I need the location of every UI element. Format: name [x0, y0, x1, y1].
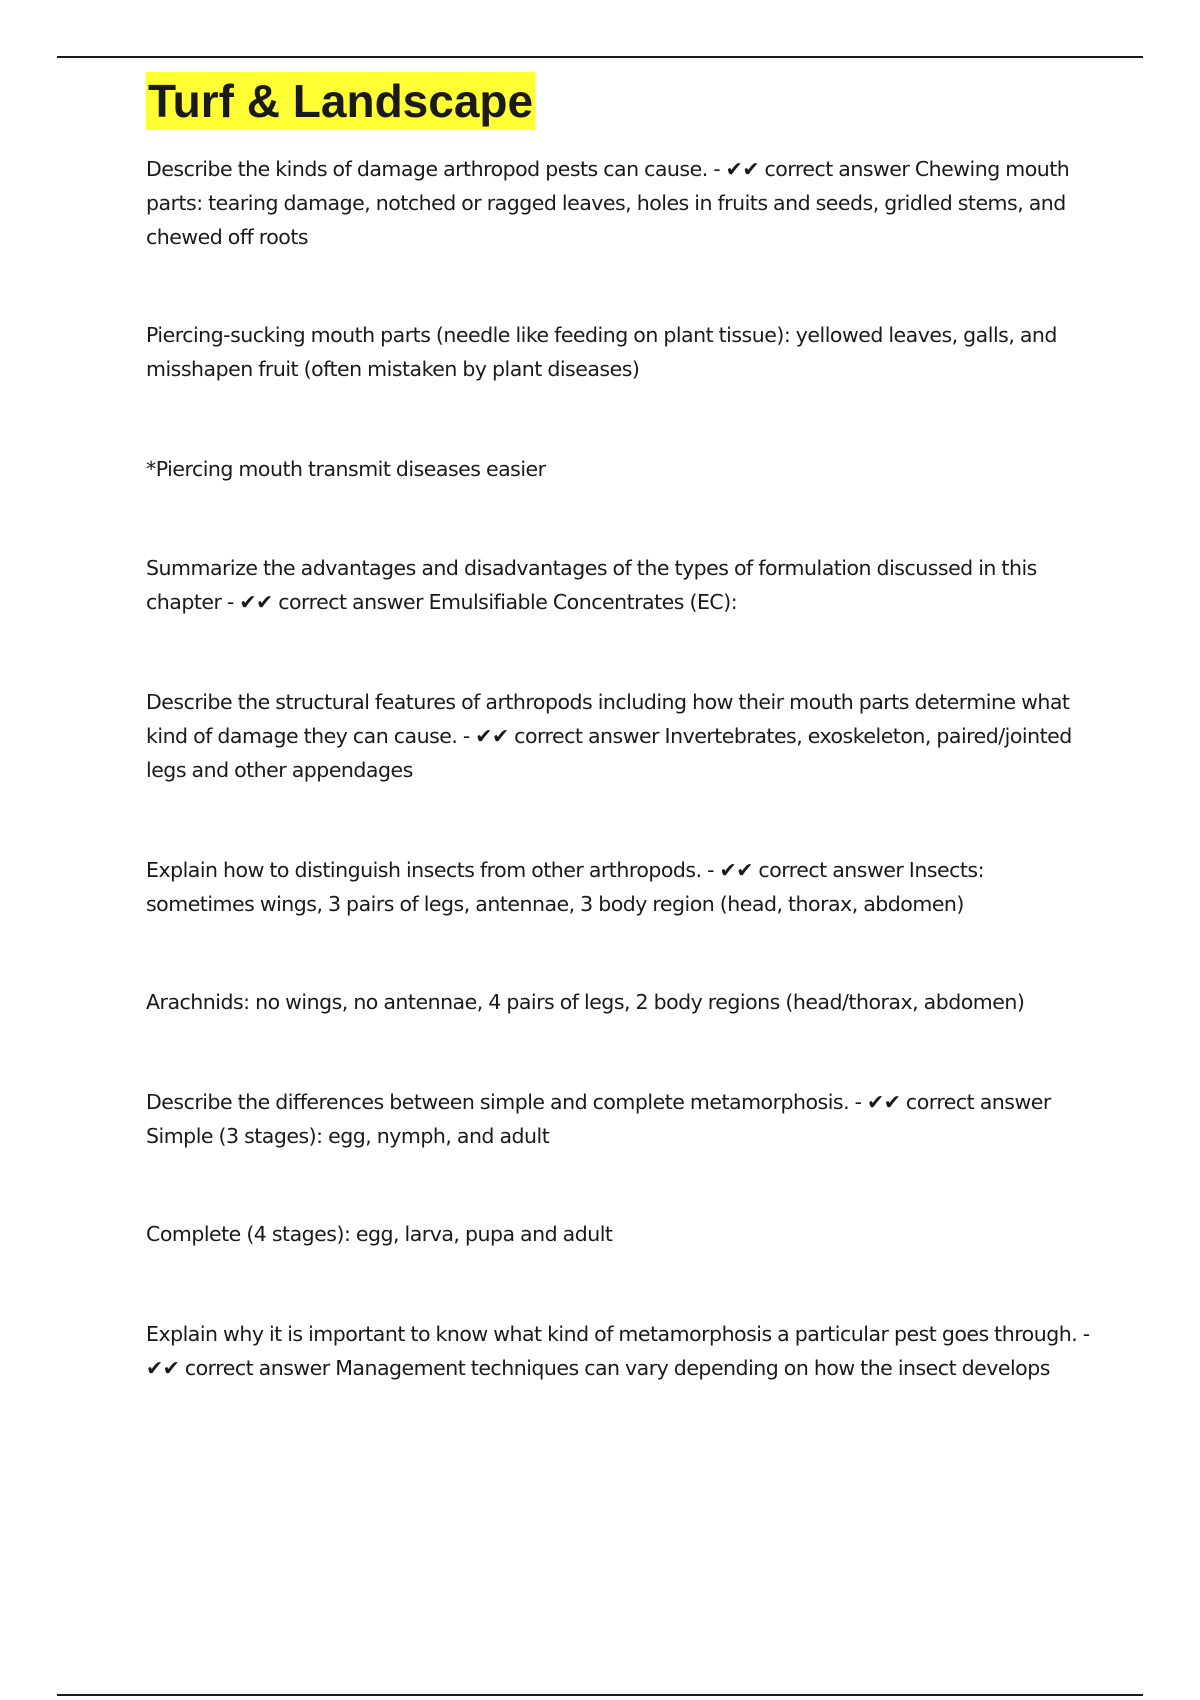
qa-list — [146, 152, 1096, 1385]
qa-paragraph-1: Describe the kinds of damage arthropod pests can cause. - ✔✔ correct answer Chewing mouth parts: tearing damage, notched or ragged leaves, holes in fruits and seeds, gridled stems, and chewed off roots — [146, 157, 1070, 249]
document-body — [146, 72, 1096, 1385]
document-title: Turf & Landscape — [146, 72, 535, 130]
qa-paragraph-5: Describe the structural features of arthropods including how their mouth parts determine what kind of damage they can cause. - ✔✔ correct answer Invertebrates, exoskeleton, paired/jointed legs and other appendages — [146, 690, 1072, 782]
bottom-rule — [57, 1694, 1143, 1696]
qa-paragraph-2: Piercing-sucking mouth parts (needle like feeding on plant tissue): yellowed leaves, galls, and misshapen fruit (often mistaken by plant diseases) — [146, 323, 1057, 381]
qa-paragraph-9: Complete (4 stages): egg, larva, pupa and adult — [146, 1222, 613, 1246]
qa-paragraph-7: Arachnids: no wings, no antennae, 4 pairs of legs, 2 body regions (head/thorax, abdomen) — [146, 990, 1025, 1014]
top-rule — [57, 56, 1143, 58]
qa-paragraph-10: Explain why it is important to know what kind of metamorphosis a particular pest goes through. - ✔✔ correct answer Management techniques can vary depending on how the insect develops — [146, 1322, 1090, 1380]
qa-paragraph-4: Summarize the advantages and disadvantages of the types of formulation discussed in this chapter - ✔✔ correct answer Emulsifiable Concentrates (EC): — [146, 556, 1037, 614]
qa-paragraph-6: Explain how to distinguish insects from other arthropods. - ✔✔ correct answer Insects: sometimes wings, 3 pairs of legs, antennae, 3 body region (head, thorax, abdomen) — [146, 858, 985, 916]
qa-paragraph-3: *Piercing mouth transmit diseases easier — [146, 457, 546, 481]
qa-paragraph-8: Describe the differences between simple and complete metamorphosis. - ✔✔ correct answer Simple (3 stages): egg, nymph, and adult — [146, 1090, 1051, 1148]
